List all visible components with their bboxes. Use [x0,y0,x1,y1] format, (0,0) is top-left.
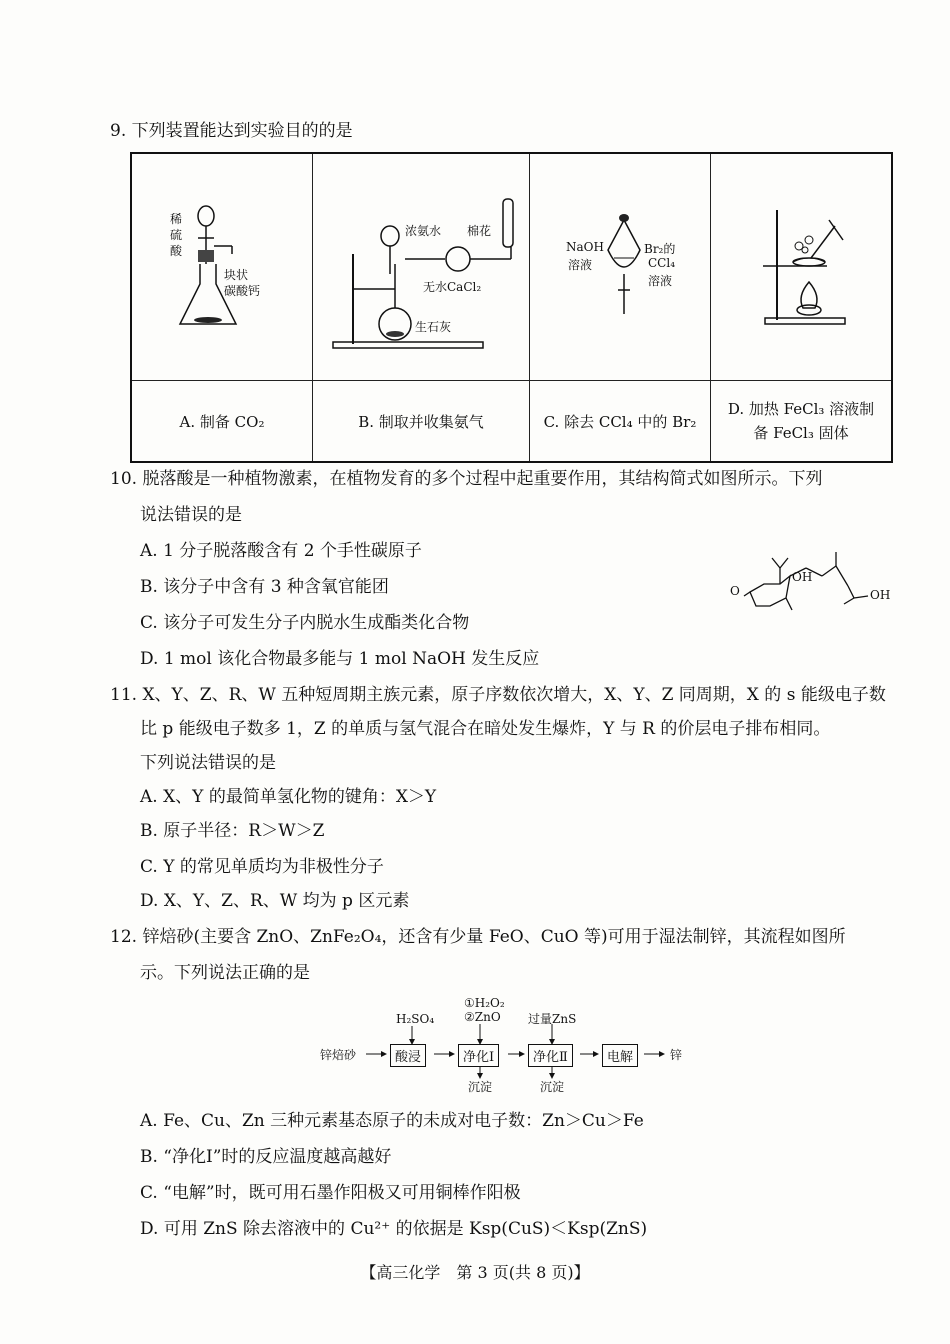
flow-start: 锌焙砂 [320,1048,357,1062]
q11-option-c: C. Y 的常见单质均为非极性分子 [140,857,384,877]
flow-box-purify-1: 净化Ⅰ [458,1044,499,1067]
flow-end: 锌 [670,1048,683,1062]
cotton-label: 棉花 [467,224,492,238]
br-label-1: Br₂的 [644,242,676,256]
ammonia-apparatus-diagram [313,154,529,380]
q11-stem-1: 11. X、Y、Z、R、W 五种短周期主族元素，原子序数依次增大，X、Y、Z 同周期，X 的 s 能级电子数 [110,685,886,705]
br-label-3: 溶液 [648,274,673,288]
flow-box-acid-leach: 酸浸 [390,1044,426,1067]
flow-reagent-2a: ①H₂O₂ [464,996,505,1010]
q11-option-b: B. 原子半径：R＞W＞Z [140,821,325,841]
acid-label-3: 酸 [170,244,183,258]
q12-stem-2: 示。下列说法正确的是 [140,963,310,983]
q10-stem-1: 10. 脱落酸是一种植物激素，在植物发育的多个过程中起重要作用，其结构简式如图所示。下列 [110,469,823,489]
q10-option-c: C. 该分子可发生分子内脱水生成酯类化合物 [140,613,470,633]
acid-label-2: 硫 [170,228,183,242]
abscisic-acid-structure [730,540,900,620]
flow-reagent-2b: ②ZnO [464,1010,501,1024]
flow-reagent-1: H₂SO₄ [396,1012,435,1026]
apparatus-c-cell [530,153,711,381]
flow-box-purify-2: 净化Ⅱ [528,1044,573,1067]
q11-stem-2: 比 p 能级电子数多 1，Z 的单质与氢气混合在暗处发生爆炸，Y 与 R 的价层电子排布相同。 [140,719,831,739]
flask-funnel-diagram [132,154,312,380]
q12-option-d: D. 可用 ZnS 除去溶液中的 Cu²⁺ 的依据是 Ksp(CuS)＜Ksp(ZnS) [140,1219,648,1239]
q11-option-d: D. X、Y、Z、R、W 均为 p 区元素 [140,891,410,911]
page-footer: 【高三化学 第 3 页(共 8 页)】 [360,1263,590,1282]
q12-option-c: C. “电解”时，既可用石墨作阳极又可用铜棒作阳极 [140,1183,521,1203]
apparatus-a-cell [131,153,313,381]
ammonia-label: 浓氨水 [405,224,442,238]
caption-d [711,381,893,463]
solid-label-1: 块状 [224,268,249,282]
q12-option-b: B. “净化Ⅰ”时的反应温度越高越好 [140,1147,392,1167]
flow-box-electrolysis: 电解 [602,1044,638,1067]
caption-d-line1: D. 加热 FeCl₃ 溶液制 [727,400,875,418]
naoh-label-2: 溶液 [568,258,593,272]
q12-stem-1: 12. 锌焙砂(主要含 ZnO、ZnFe₂O₄，还含有少量 FeO、CuO 等)可用于湿法制锌，其流程如图所 [110,927,846,947]
drying-label: 无水CaCl₂ [423,280,482,294]
acid-label-1: 稀 [170,212,183,226]
q12-option-a: A. Fe、Cu、Zn 三种元素基态原子的未成对电子数：Zn＞Cu＞Fe [140,1111,644,1131]
q10-option-d: D. 1 mol 该化合物最多能与 1 mol NaOH 发生反应 [140,649,540,669]
caption-a: A. 制备 CO₂ [131,381,313,463]
carboxyl-oh-label: OH [870,588,891,602]
flow-reagent-3: 过量ZnS [528,1012,577,1026]
q11-option-a: A. X、Y 的最简单氢化物的键角：X＞Y [140,787,437,807]
naoh-label-1: NaOH [566,240,604,254]
separatory-funnel-diagram [530,154,710,380]
apparatus-b-cell [313,153,530,381]
lime-label: 生石灰 [415,320,452,334]
q10-option-b: B. 该分子中含有 3 种含氧官能团 [140,577,389,597]
ketone-o-label: O [730,584,740,598]
caption-c: C. 除去 CCl₄ 中的 Br₂ [530,381,711,463]
q10-stem-2: 说法错误的是 [140,505,242,525]
q11-stem-3: 下列说法错误的是 [140,753,276,773]
q9-stem: 9. 下列装置能达到实验目的的是 [110,121,353,141]
solid-label-2: 碳酸钙 [224,284,261,298]
apparatus-d-cell [711,153,893,381]
flow-precipitate-2: 沉淀 [540,1080,565,1094]
flow-precipitate-1: 沉淀 [468,1080,493,1094]
evaporation-diagram [711,154,891,380]
hydroxyl-label: OH [792,570,813,584]
q10-option-a: A. 1 分子脱落酸含有 2 个手性碳原子 [140,541,422,561]
caption-b: B. 制取并收集氨气 [313,381,530,463]
flowchart-arrows [320,996,700,1096]
apparatus-table [130,152,893,463]
flowchart [320,996,700,1096]
structure-svg [730,540,900,620]
caption-d-line2: 备 FeCl₃ 固体 [753,424,849,442]
br-label-2: CCl₄ [648,256,676,270]
